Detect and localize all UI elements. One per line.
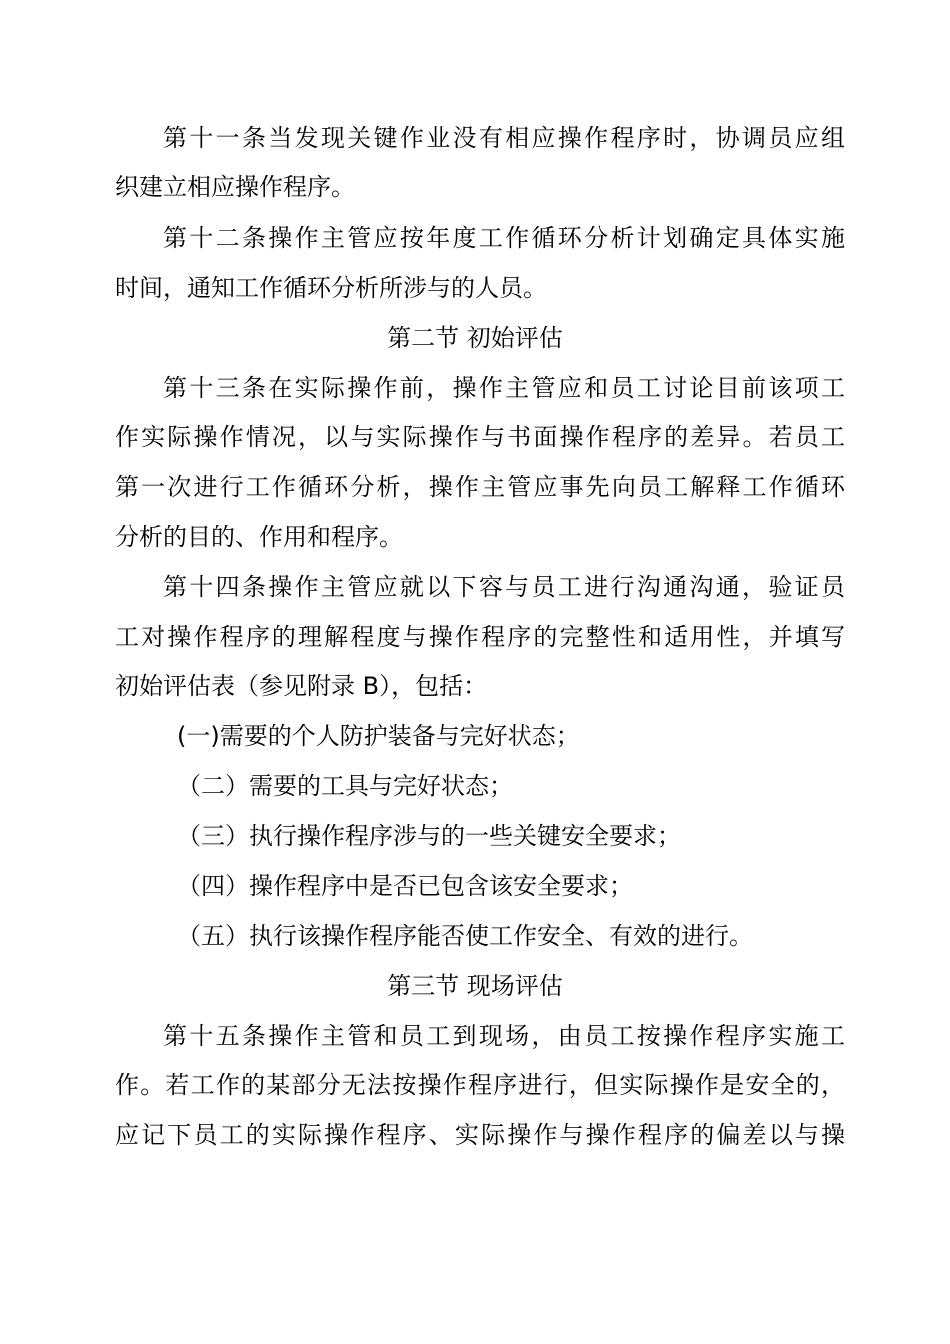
article-15-line-2: 作。若工作的某部分无法按操作程序进行，但实际操作是安全的， [115,1071,845,1099]
list-item-4: （四）操作程序中是否已包含该安全要求； [177,872,633,900]
article-14-line-2: 工对操作程序的理解程度与操作程序的完整性和适用性，并填写 [115,623,845,651]
article-15-line-3: 应记下员工的实际操作程序、实际操作与操作程序的偏差以与操 [115,1121,845,1149]
article-14-line-3: 初始评估表（参见附录 B），包括： [115,672,488,700]
section-2-heading: 第二节 初始评估 [387,324,563,352]
list-item-3: （三）执行操作程序涉与的一些关键安全要求； [177,822,681,850]
section-3-heading: 第三节 现场评估 [387,972,563,1000]
list-item-1: (一)需要的个人防护装备与完好状态； [177,722,580,750]
article-13-line-1: 第十三条在实际操作前，操作主管应和员工讨论目前该项工 [163,374,845,402]
article-11-line-1: 第十一条当发现关键作业没有相应操作程序时，协调员应组 [163,124,845,152]
article-13-line-2: 作实际操作情况，以与实际操作与书面操作程序的差异。若员工 [115,423,845,451]
list-item-2: （二）需要的工具与完好状态； [177,772,513,800]
article-13-line-4: 分析的目的、作用和程序。 [115,523,403,551]
article-12-line-2: 时间，通知工作循环分析所涉与的人员。 [115,274,547,302]
list-item-5: （五）执行该操作程序能否使工作安全、有效的进行。 [177,922,753,950]
article-15-line-1: 第十五条操作主管和员工到现场，由员工按操作程序实施工 [163,1022,845,1050]
article-11-line-2: 织建立相应操作程序。 [115,173,355,201]
article-12-line-1: 第十二条操作主管应按年度工作循环分析计划确定具体实施 [163,224,845,252]
article-14-line-1: 第十四条操作主管应就以下容与员工进行沟通沟通，验证员 [163,573,845,601]
article-13-line-3: 第一次进行工作循环分析，操作主管应事先向员工解释工作循环 [115,473,845,501]
